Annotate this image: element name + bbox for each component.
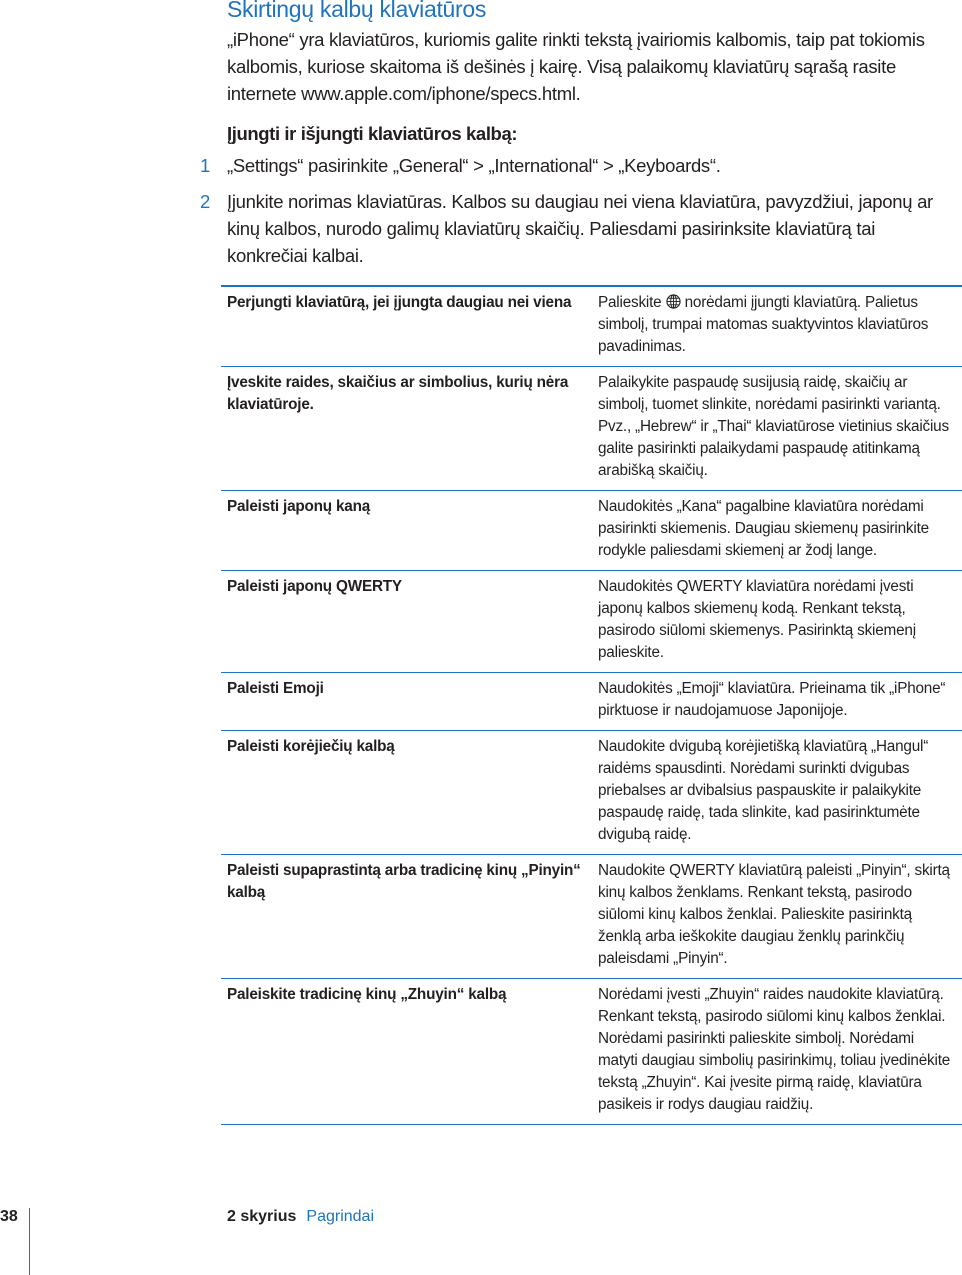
table-row bbox=[221, 673, 962, 731]
step-1 bbox=[200, 152, 940, 179]
step-text: Įjunkite norimas klaviatūras. Kalbos su daugiau nei viena klaviatūra, pavyzdžiui, japonų ar kinų kalbos, nurodo galimų klaviatūrų skaičių. Paliesdami pasirinksite klaviatūrą tai konkrečiai kalbai. bbox=[227, 191, 933, 266]
description-cell: Naudokitės „Kana“ pagalbine klaviatūra norėdami pasirinkti skiemenis. Daugiau skiemenų pasirinkite rodykle paliesdami skiemenį ar žodį lange. bbox=[598, 498, 929, 559]
action-cell: Paleisti japonų QWERTY bbox=[227, 578, 402, 595]
desc-prefix: Palieskite bbox=[598, 294, 662, 311]
globe-icon bbox=[666, 294, 681, 309]
description-cell: Naudokite dvigubą korėjietišką klaviatūrą „Hangul“ raidėms spausdinti. Norėdami surinkti dvigubas priebalses ar dvibalsius paspauskite ir palaikykite paspaudę raidę, tada slinkite, kad pasirinktumėte dvigubą raidę. bbox=[598, 738, 929, 843]
action-cell: Perjungti klaviatūrą, jei įjungta daugiau nei viena bbox=[227, 294, 572, 311]
table-row bbox=[221, 367, 962, 491]
description-cell: Naudokite QWERTY klaviatūrą paleisti „Pinyin“, skirtą kinų kalbos ženklams. Renkant tekstą, pasirodo siūlomi kinų kalbos ženklai. Palieskite pasirinktą ženklą arba ieškokite daugiau ženklų parinkčių paleisdami „Pinyin“. bbox=[598, 862, 950, 967]
footer-chapter bbox=[227, 1208, 374, 1226]
page-number: 38 bbox=[0, 1208, 18, 1225]
table-row bbox=[221, 571, 962, 673]
step-text: „Settings“ pasirinkite „General“ > „International“ > „Keyboards“. bbox=[227, 155, 721, 176]
section-heading: Skirtingų kalbų klaviatūros bbox=[227, 0, 487, 22]
action-cell: Paleisti supaprastintą arba tradicinę kinų „Pinyin“ kalbą bbox=[227, 862, 581, 901]
action-cell: Paleiskite tradicinę kinų „Zhuyin“ kalbą bbox=[227, 986, 507, 1003]
desc-text: norėdami įjungti klaviatūrą. Palietus simbolį, trumpai matomas suaktyvintos klaviatūros pavadinimas. bbox=[598, 294, 929, 355]
action-cell: Paleisti Emoji bbox=[227, 680, 324, 697]
table-row bbox=[221, 491, 962, 571]
action-cell: Paleisti japonų kaną bbox=[227, 498, 371, 515]
step-number: 1 bbox=[200, 155, 210, 176]
description-cell bbox=[591, 286, 962, 367]
table-row bbox=[221, 286, 962, 367]
chapter-number: 2 skyrius bbox=[227, 1208, 297, 1225]
action-cell: Paleisti korėjiečių kalbą bbox=[227, 738, 395, 755]
description-cell: Naudokitės „Emoji“ klaviatūra. Prieinama tik „iPhone“ pirktuose ir naudojamuose Japonijoje. bbox=[598, 680, 946, 719]
step-number: 2 bbox=[200, 191, 210, 212]
action-cell: Įveskite raides, skaičius ar simbolius, kurių nėra klaviatūroje. bbox=[227, 374, 569, 413]
table-row bbox=[221, 731, 962, 855]
description-cell: Naudokitės QWERTY klaviatūra norėdami įvesti japonų kalbos skiemenų kodą. Renkant tekstą, pasirodo siūlomi skiemenys. Pasirinktą skiemenį palieskite. bbox=[598, 578, 916, 661]
chapter-title: Pagrindai bbox=[306, 1208, 374, 1225]
step-2 bbox=[200, 188, 940, 269]
keyboard-table bbox=[221, 285, 962, 1125]
footer-divider bbox=[29, 1208, 30, 1275]
intro-paragraph: „iPhone“ yra klaviatūros, kuriomis galite rinkti tekstą įvairiomis kalbomis, taip pat tokiomis kalbomis, kuriose skaitoma iš dešinės į kairę. Visą palaikomų klaviatūrų sąrašą rasite internete www.apple.com/iphone/specs.html. bbox=[227, 29, 925, 104]
description-cell: Palaikykite paspaudę susijusią raidę, skaičių ar simbolį, tuomet slinkite, norėdami pasirinkti variantą. Pvz., „Hebrew“ ir „Thai“ klaviatūrose vietinius skaičius galite pasirinkti palaikydami paspaudę atitinkamą arabišką skaičių. bbox=[598, 374, 949, 479]
procedure-heading: Įjungti ir išjungti klaviatūros kalbą: bbox=[227, 123, 518, 144]
table-row bbox=[221, 855, 962, 979]
description-cell: Norėdami įvesti „Zhuyin“ raides naudokite klaviatūrą. Renkant tekstą, pasirodo siūlomi kinų kalbos ženklai. Norėdami pasirinkti palieskite simbolį. Norėdami matyti daugiau simbolių pasirinkimų, toliau įvedinėkite tekstą „Zhuyin“. Kai įvesite pirmą raidę, klaviatūra pasikeis ir rodys daugiau raidžių. bbox=[598, 986, 951, 1113]
table-row bbox=[221, 979, 962, 1125]
